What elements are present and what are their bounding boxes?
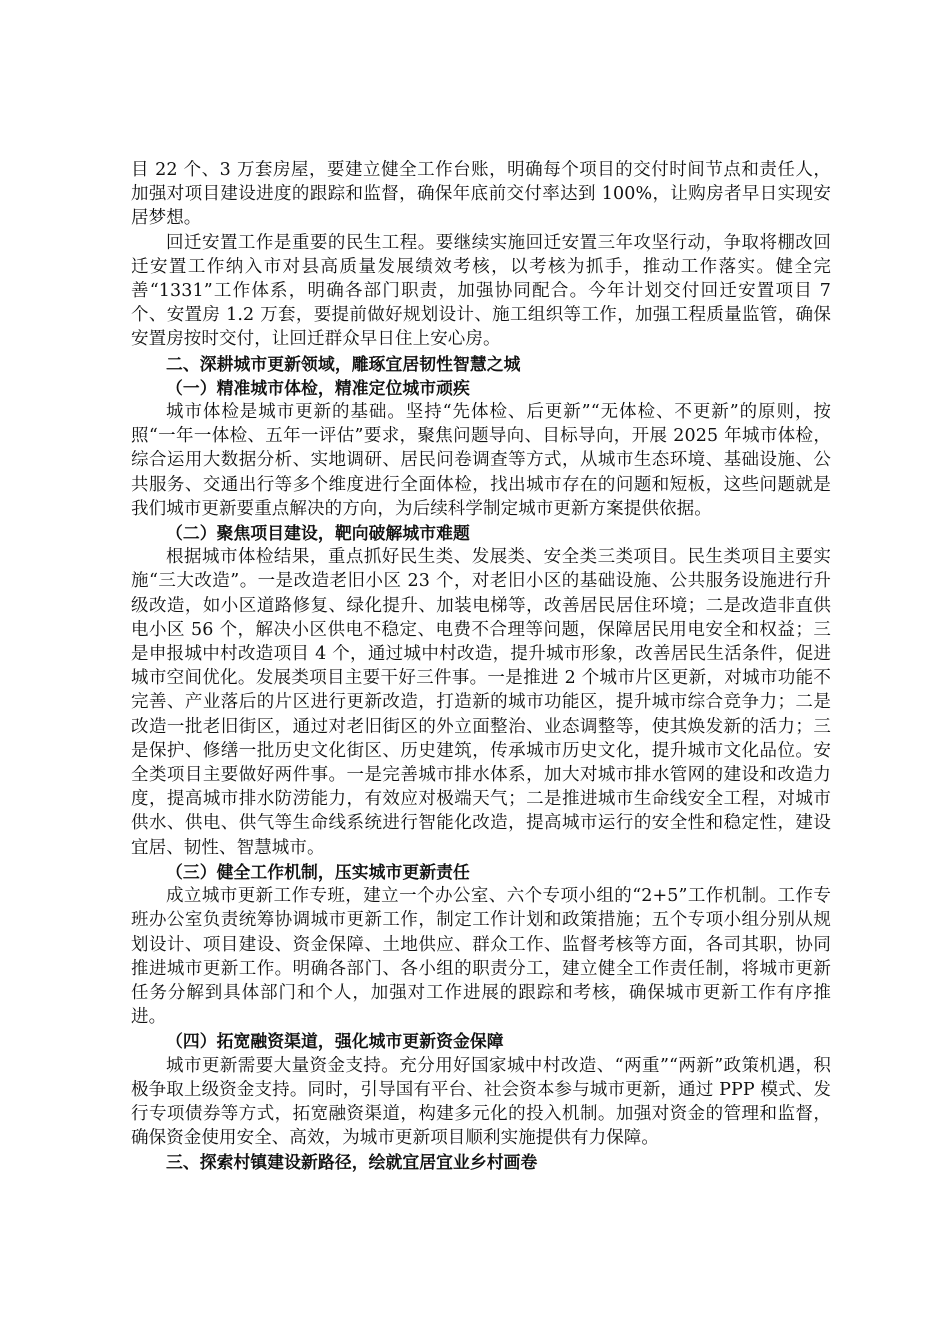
subheading-work-mechanism: （三）健全工作机制，压实城市更新责任	[166, 861, 470, 882]
document-page	[131, 158, 831, 1175]
subheading-financing: （四）拓宽融资渠道，强化城市更新资金保障	[166, 1031, 504, 1052]
paragraph-city-checkup: 城市体检是城市更新的基础。坚持“先体检、后更新”“无体检、不更新”的原则，按照“一年一体检、五年一评估”要求，聚焦问题导向、目标导向，开展 2025 年城市体检，综合运用大数据分析、实地调研、居民问卷调查等方式，从城市生态环境、基础设施、公共服务、交通出行等多个维度进行全面体检，找出城市存在的问题和短板，这些问题就是我们城市更新要重点解决的方向，为后续科学制定城市更新方案提供依据。	[131, 402, 831, 519]
paragraph-housing-delivery: 目 22 个、3 万套房屋，要建立健全工作台账，明确每个项目的交付时间节点和责任人，加强对项目建设进度的跟踪和监督，确保年底前交付率达到 100%，让购房者早日实现安居梦想。	[131, 160, 831, 229]
paragraph-financing: 城市更新需要大量资金支持。充分用好国家城中村改造、“两重”“两新”政策机遇，积极争取上级资金支持。同时，引导国有平台、社会资本参与城市更新，通过 PPP 模式、发行专项债券等方式，拓宽融资渠道，构建多元化的投入机制。加强对资金的管理和监督，确保资金使用安全、高效，为城市更新项目顺利实施提供有力保障。	[131, 1055, 831, 1149]
section-heading-3: 三、探索村镇建设新路径，绘就宜居宜业乡村画卷	[166, 1152, 538, 1173]
subheading-city-checkup: （一）精准城市体检，精准定位城市顽疾	[166, 377, 470, 398]
section-heading-2: 二、深耕城市更新领域，雕琢宜居韧性智慧之城	[166, 353, 521, 374]
subheading-project-construction: （二）聚焦项目建设，靶向破解城市难题	[166, 523, 470, 544]
paragraph-resettlement: 回迁安置工作是重要的民生工程。要继续实施回迁安置三年攻坚行动，争取将棚改回迁安置工作纳入市对县高质量发展绩效考核，以考核为抓手，推动工作落实。健全完善“1331”工作体系，明确各部门职责，加强协同配合。今年计划交付回迁安置项目 7 个、安置房 1.2 万套，要提前做好规划设计、施工组织等工作，加强工程质量监管，确保安置房按时交付，让回迁群众早日住上安心房。	[131, 232, 831, 350]
paragraph-work-mechanism: 成立城市更新工作专班，建立一个办公室、六个专项小组的“2+5”工作机制。工作专班办公室负责统筹协调城市更新工作，制定工作计划和政策措施；五个专项小组分别从规划设计、项目建设、资金保障、土地供应、群众工作、监督考核等方面，各司其职，协同推进城市更新工作。明确各部门、各小组的职责分工，建立健全工作责任制，将城市更新任务分解到具体部门和个人，加强对工作进展的跟踪和考核，确保城市更新工作有序推进。	[131, 886, 831, 1028]
paragraph-project-construction: 根据城市体检结果，重点抓好民生类、发展类、安全类三类项目。民生类项目主要实施“三大改造”。一是改造老旧小区 23 个，对老旧小区的基础设施、公共服务设施进行升级改造，如小区道路修复、绿化提升、加装电梯等，改善居民居住环境；二是改造非直供电小区 56 个，解决小区供电不稳定、电费不合理等问题，保障居民用电安全和权益；三是申报城中村改造项目 4 个，通过城中村改造，提升城市形象，改善居民生活条件，促进城市空间优化。发展类项目主要干好三件事。一是推进 2 个城市片区更新，对城市功能不完善、产业落后的片区进行更新改造，打造新的城市功能区，提升城市综合竞争力；二是改造一批老旧街区，通过对老旧街区的外立面整治、业态调整等，使其焕发新的活力；三是保护、修缮一批历史文化街区、历史建筑，传承城市历史文化，提升城市文化品位。安全类项目主要做好两件事。一是完善城市排水体系，加大对城市排水管网的建设和改造力度，提高城市排水防涝能力，有效应对极端天气；二是推进城市生命线安全工程，对城市供水、供电、供气等生命线系统进行智能化改造，提高城市运行的安全性和稳定性，建设宜居、韧性、智慧城市。	[131, 547, 831, 858]
